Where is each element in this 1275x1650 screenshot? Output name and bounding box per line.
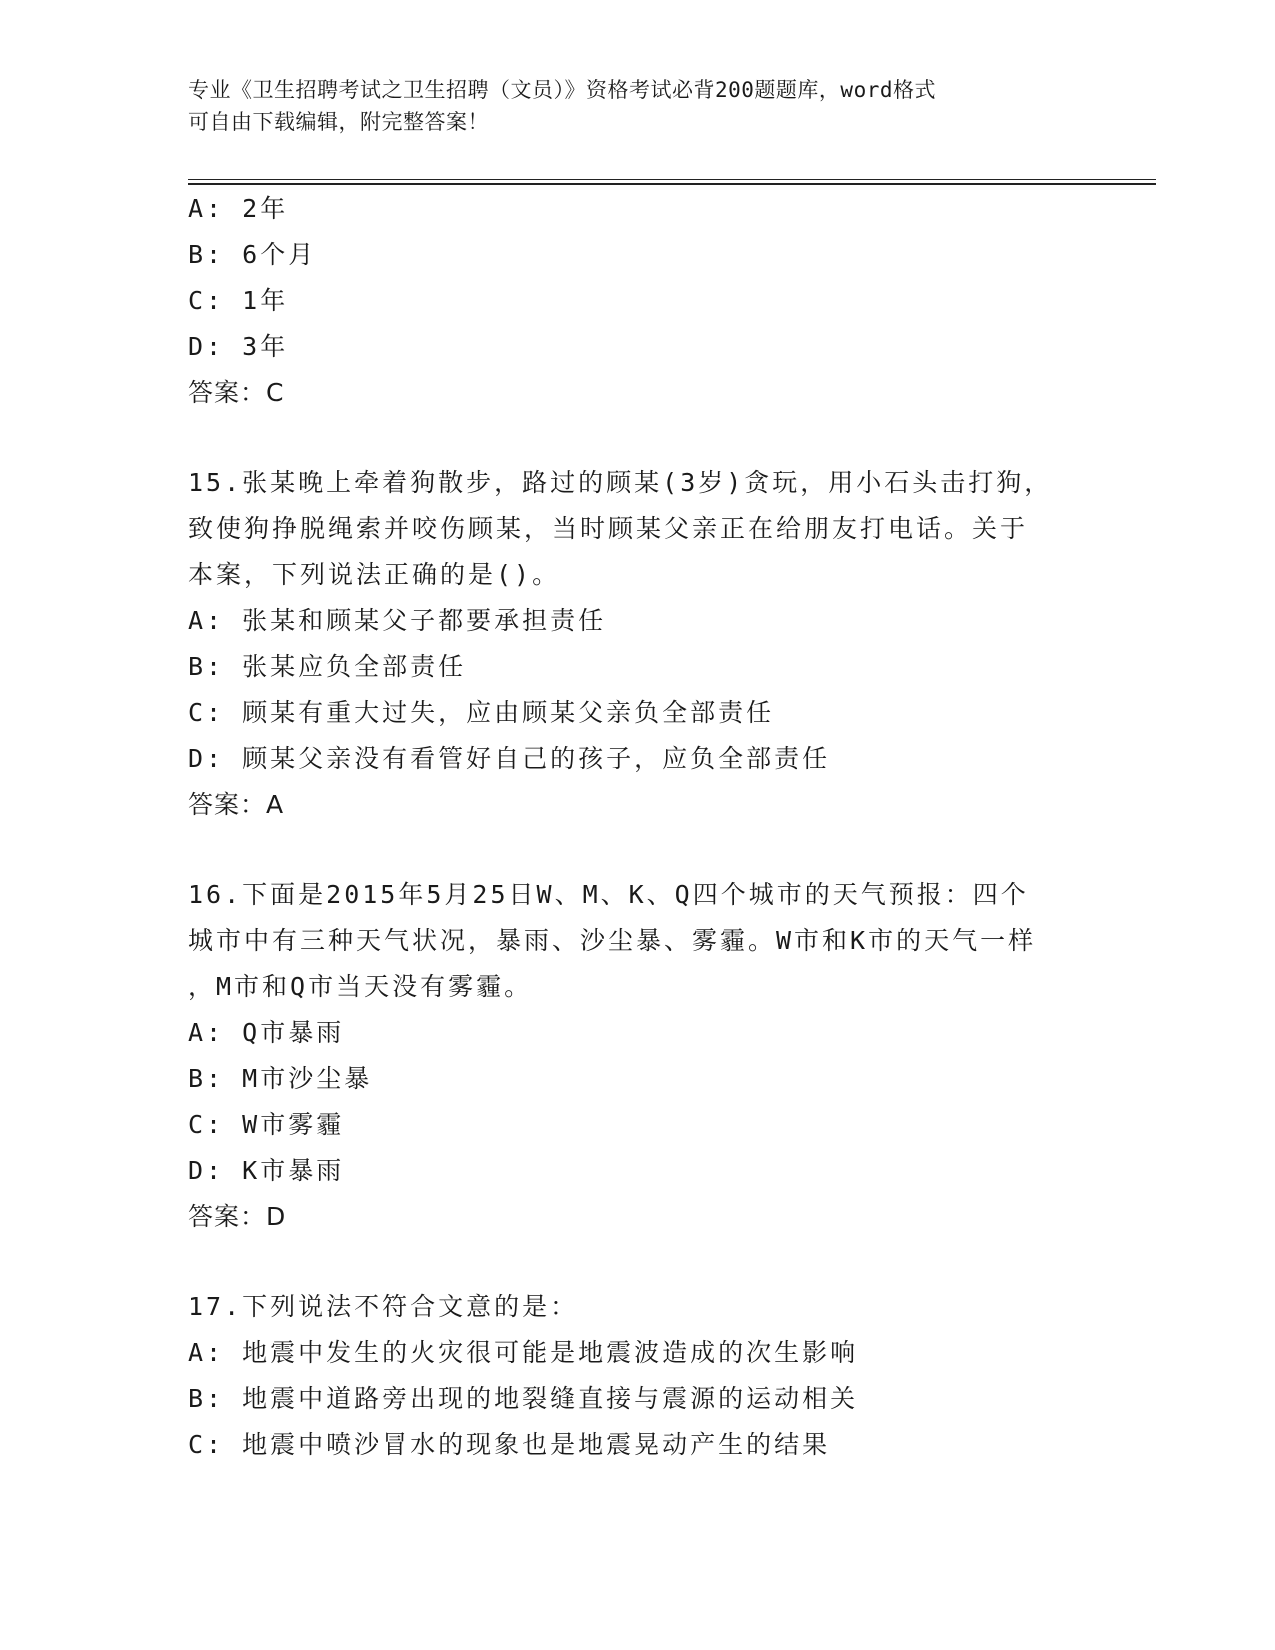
answer: 答案：D [188, 1202, 287, 1231]
option-b: B: 张某应负全部责任 [188, 652, 467, 681]
question-stem-line: ，M市和Q市当天没有雾霾。 [188, 972, 533, 1001]
header-divider-thin [188, 179, 1156, 180]
option-a: A: Q市暴雨 [188, 1018, 345, 1047]
question-17 [188, 1284, 1148, 1468]
option-c: C: 顾某有重大过失，应由顾某父亲负全部责任 [188, 698, 775, 727]
question-stem-line: 致使狗挣脱绳索并咬伤顾某，当时顾某父亲正在给朋友打电话。关于 [188, 514, 1029, 543]
option-a: A: 地震中发生的火灾很可能是地震波造成的次生影响 [188, 1338, 859, 1367]
answer: 答案：C [188, 378, 285, 407]
question-stem-line: 16.下面是2015年5月25日W、M、K、Q四个城市的天气预报：四个 [188, 880, 1029, 909]
question-15 [188, 460, 1148, 828]
option-d: D: 3年 [188, 332, 289, 361]
document-header [188, 74, 1088, 138]
option-a: A: 2年 [188, 194, 289, 223]
spacer [188, 1240, 1148, 1284]
question-stem-line: 15.张某晚上牵着狗散步，路过的顾某(3岁)贪玩，用小石头击打狗， [188, 468, 1053, 497]
question-14-continued [188, 186, 1148, 416]
question-stem-line: 城市中有三种天气状况，暴雨、沙尘暴、雾霾。W市和K市的天气一样 [188, 926, 1037, 955]
header-line-1: 专业《卫生招聘考试之卫生招聘（文员）》资格考试必背200题题库，word格式 [188, 78, 936, 102]
answer: 答案：A [188, 790, 285, 819]
option-d: D: 顾某父亲没有看管好自己的孩子，应负全部责任 [188, 744, 831, 773]
question-stem-line: 本案，下列说法正确的是()。 [188, 560, 561, 589]
option-c: C: W市雾霾 [188, 1110, 345, 1139]
option-a: A: 张某和顾某父子都要承担责任 [188, 606, 607, 635]
question-list [188, 186, 1148, 1468]
option-c: C: 地震中喷沙冒水的现象也是地震晃动产生的结果 [188, 1430, 831, 1459]
header-divider-thick [188, 183, 1156, 185]
question-16 [188, 872, 1148, 1240]
option-c: C: 1年 [188, 286, 289, 315]
option-b: B: 6个月 [188, 240, 317, 269]
option-b: B: 地震中道路旁出现的地裂缝直接与震源的运动相关 [188, 1384, 859, 1413]
option-d: D: K市暴雨 [188, 1156, 345, 1185]
spacer [188, 416, 1148, 460]
question-stem-line: 17.下列说法不符合文意的是： [188, 1292, 579, 1321]
header-line-2: 可自由下载编辑，附完整答案！ [188, 110, 489, 134]
option-b: B: M市沙尘暴 [188, 1064, 373, 1093]
spacer [188, 828, 1148, 872]
